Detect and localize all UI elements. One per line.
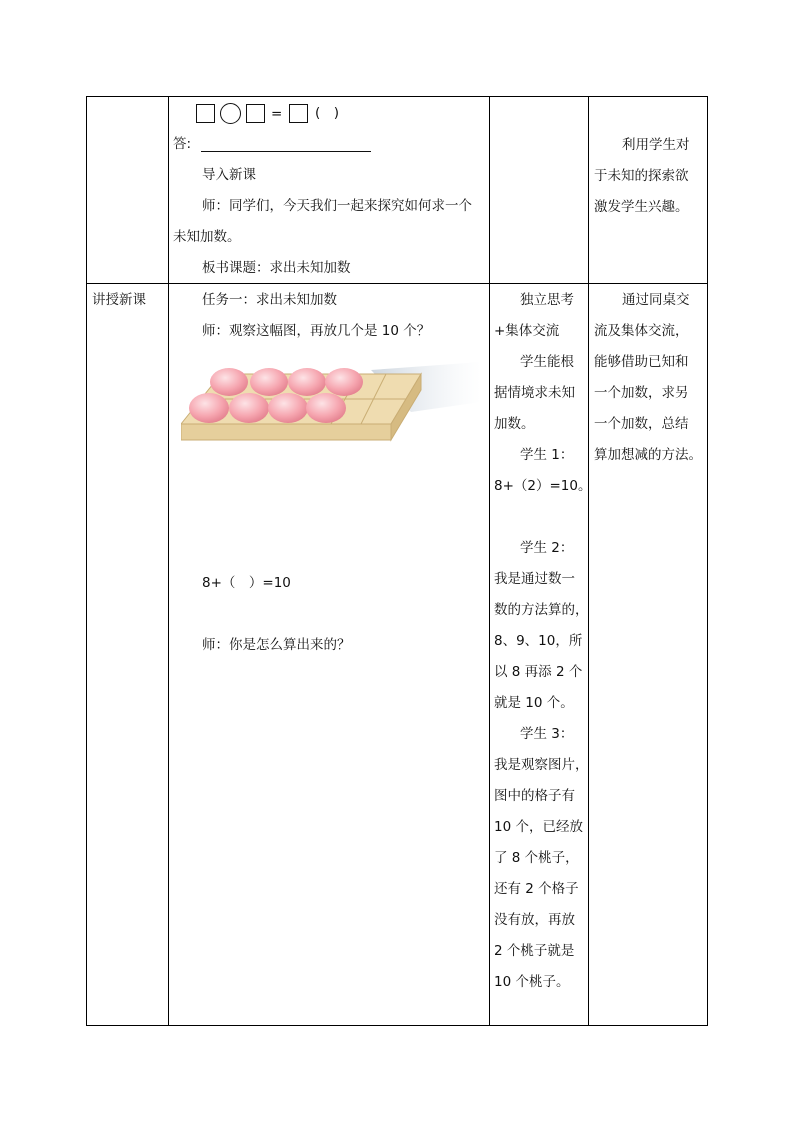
peach <box>229 393 269 423</box>
peach <box>250 368 288 396</box>
intro-heading: 导入新课 <box>202 167 256 183</box>
intent-line: 一个加数，总结 <box>594 416 689 432</box>
answer-line <box>201 151 371 152</box>
activity-line: 就是 10 个。 <box>494 695 574 711</box>
peach <box>325 368 363 396</box>
activity-line: 学生 2： <box>520 540 574 556</box>
intent-line: 通过同桌交 <box>622 292 690 308</box>
intent-line: 算加想减的方法。 <box>594 447 702 463</box>
section-label: 讲授新课 <box>92 292 146 308</box>
activity-line: 以 8 再添 2 个 <box>494 664 583 680</box>
equation-equals: = <box>271 106 283 122</box>
activity-line: 据情境求未知 <box>494 385 575 401</box>
peach <box>189 393 229 423</box>
task-title: 任务一：求出未知加数 <box>202 292 337 308</box>
intent-line: 能够借助已知和 <box>594 354 689 370</box>
activity-line: 独立思考 <box>520 292 574 308</box>
activity-line: 8+（2）=10。 <box>494 478 592 494</box>
teacher-line-2: 未知加数。 <box>173 229 241 245</box>
activity-line: 10 个桃子。 <box>494 974 570 990</box>
peach <box>268 393 308 423</box>
activity-line: 加数。 <box>494 416 535 432</box>
blank-operator-circle <box>220 103 241 124</box>
activity-line: 10 个，已经放 <box>494 819 583 835</box>
blank-box-1 <box>196 104 215 123</box>
row2-activity-cell <box>490 284 592 1025</box>
row2-content-cell <box>169 284 489 1025</box>
activity-line: 了 8 个桃子， <box>494 850 579 866</box>
activity-line: 我是观察图片， <box>494 757 589 773</box>
lesson-table <box>86 96 708 1026</box>
activity-line: 2 个桃子就是 <box>494 943 575 959</box>
peach <box>288 368 326 396</box>
intent-line: 于未知的探索欲 <box>594 168 689 184</box>
table-border-right <box>707 96 708 1026</box>
intent-line: 激发学生兴趣。 <box>594 199 689 215</box>
activity-line: 数的方法算的， <box>494 602 589 618</box>
activity-line: 学生 3： <box>520 726 574 742</box>
activity-line: +集体交流 <box>494 323 560 339</box>
blank-box-2 <box>246 104 265 123</box>
row1-intent-cell <box>589 96 707 283</box>
answer-label: 答: <box>173 136 192 152</box>
equation: 8+（ ）=10 <box>202 575 291 591</box>
teacher-followup: 师：你是怎么算出来的？ <box>202 637 351 653</box>
row2-intent-cell <box>589 284 707 1025</box>
intent-line: 一个加数，求另 <box>594 385 689 401</box>
blank-box-result <box>289 104 308 123</box>
activity-line: 学生 1： <box>520 447 574 463</box>
activity-line: 图中的格子有 <box>494 788 575 804</box>
tray-front <box>181 424 391 440</box>
intent-line: 利用学生对 <box>622 137 690 153</box>
activity-line: 8、9、10，所 <box>494 633 583 649</box>
peach <box>210 368 248 396</box>
equation-paren: ( ) <box>315 105 340 121</box>
activity-line: 学生能根 <box>520 354 574 370</box>
board-title: 板书课题：求出未知加数 <box>202 260 351 276</box>
peach <box>306 393 346 423</box>
teacher-line-1: 师：同学们，今天我们一起来探究如何求一个 <box>202 198 472 214</box>
teacher-question: 师：观察这幅图，再放几个是 10 个？ <box>202 323 431 339</box>
table-border-left <box>86 96 87 1026</box>
peach-tray-illustration <box>181 362 481 452</box>
intent-line: 流及集体交流， <box>594 323 689 339</box>
activity-line: 还有 2 个格子 <box>494 881 579 897</box>
table-border-bottom <box>86 1025 708 1026</box>
activity-line: 没有放，再放 <box>494 912 575 928</box>
row1-content-cell <box>169 96 489 283</box>
activity-line: 我是通过数一 <box>494 571 575 587</box>
